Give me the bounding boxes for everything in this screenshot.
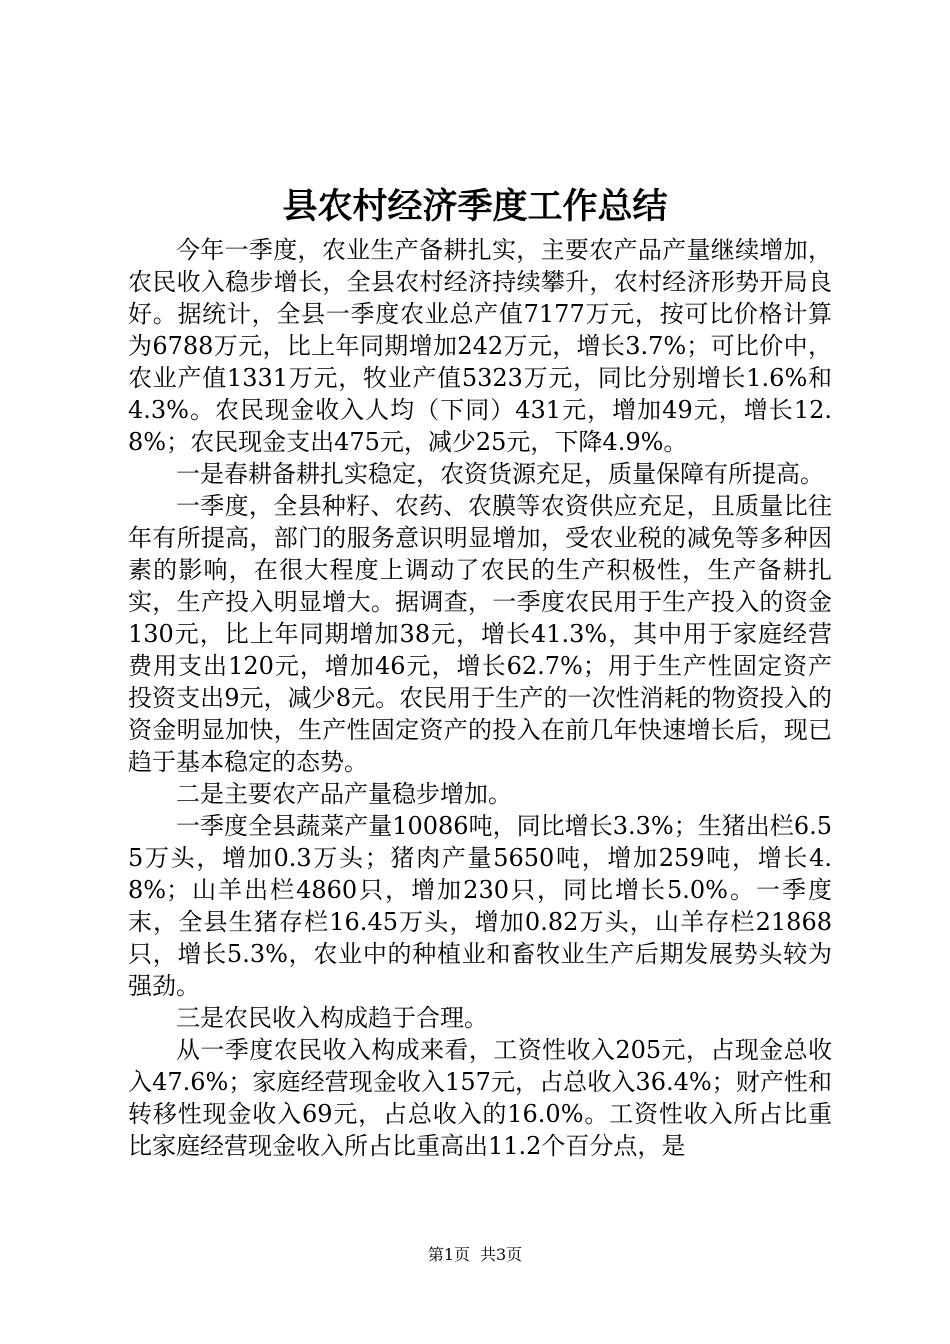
paragraph-output: 一季度全县蔬菜产量10086吨，同比增长3.3%；生猪出栏6.55万头，增加0.3万头；猪肉产量5650吨，增加259吨，增长4.8%；山羊出栏4860只，增加230只，同比增长5.0%。一季度末，全县生猪存栏16.45万头，增加0.82万头，山羊存栏21868只，增长5.3%，农业中的种植业和畜牧业生产后期发展势头较为强劲。	[128, 812, 832, 1000]
page-number: 第1页	[427, 1245, 470, 1264]
paragraph-heading-three: 三是农民收入构成趋于合理。	[176, 1004, 488, 1032]
paragraph-heading-two: 二是主要农产品产量稳步增加。	[176, 780, 512, 808]
page-footer	[0, 1244, 950, 1266]
document-title: 县农村经济季度工作总结	[282, 187, 668, 227]
paragraph-inputs: 一季度，全县种籽、农药、农膜等农资供应充足，且质量比往年有所提高，部门的服务意识明显增加，受农业税的减免等多种因素的影响，在很大程度上调动了农民的生产积极性，生产备耕扎实，生产投入明显增大。据调查，一季度农民用于生产投入的资金130元，比上年同期增加38元，增长41.3%，其中用于家庭经营费用支出120元，增加46元，增长62.7%；用于生产性固定资产投资支出9元，减少8元。农民用于生产的一次性消耗的物资投入的资金明显加快，生产性固定资产的投入在前几年快速增长后，现已趋于基本稳定的态势。	[128, 492, 832, 776]
page-total: 共3页	[480, 1245, 523, 1264]
paragraph-overview: 今年一季度，农业生产备耕扎实，主要农产品产量继续增加，农民收入稳步增长，全县农村经济持续攀升，农村经济形势开局良好。据统计，全县一季度农业总产值7177万元，按可比价格计算为6788万元，比上年同期增加242万元，增长3.7%；可比价中，农业产值1331万元，牧业产值5323万元，同比分别增长1.6%和4.3%。农民现金收入人均（下同）431元，增加49元，增长12.8%；农民现金支出475元，减少25元，下降4.9%。	[128, 236, 832, 456]
paragraph-heading-one: 一是春耕备耕扎实稳定，农资货源充足，质量保障有所提高。	[176, 460, 824, 488]
document-body	[128, 234, 832, 1162]
paragraph-income: 从一季度农民收入构成来看，工资性收入205元，占现金总收入47.6%；家庭经营现金收入157元，占总收入36.4%；财产性和转移性现金收入69元，占总收入的16.0%。工资性收入所占比重比家庭经营现金收入所占比重高出11.2个百分点，是	[128, 1036, 832, 1160]
